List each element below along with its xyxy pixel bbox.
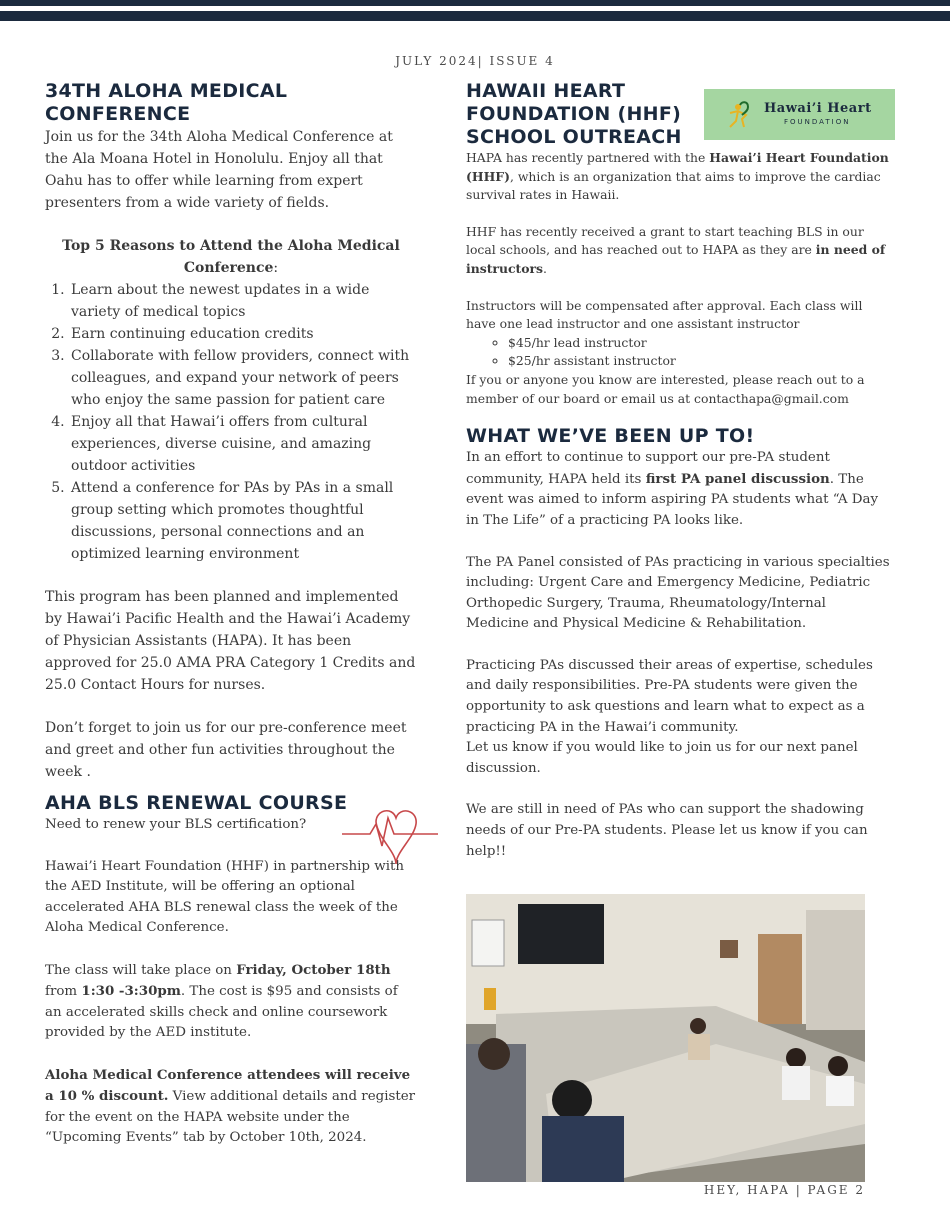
class-date: Friday, October 18th <box>236 961 391 978</box>
heart-figure-icon <box>722 99 754 131</box>
hhf-title: HAWAII HEART FOUNDATION (HHF) SCHOOL OUTREACH <box>466 80 682 148</box>
program-paragraph: This program has been planned and implemented by Hawai’i Pacific Health and the Hawai’i Academy of Physician Assistants (HAPA). It has been approved for 25.0 AMA PRA Category 1 Credits and 25.0 Contact Hours for nurses. <box>45 589 416 693</box>
hhf-logo <box>704 89 895 140</box>
top-band <box>0 11 950 21</box>
upto-join: Let us know if you would like to join us for our next panel discussion. <box>466 740 858 776</box>
list-item: ◦ $45/hr lead instructor <box>508 334 891 353</box>
hhf-contact: If you or anyone you know are interested, please reach out to a member of our board or email us at contacthapa@gmail.com <box>466 371 865 406</box>
reasons-heading: Top 5 Reasons to Attend the Aloha Medical Conference: <box>62 238 400 276</box>
list-item: 3. Collaborate with fellow providers, connect with colleagues, and expand your network of peers who enjoy the same passion for patient care <box>69 345 417 411</box>
heartbeat-icon <box>342 802 438 866</box>
reasons-list <box>45 279 417 565</box>
list-item: ◦ $25/hr assistant instructor <box>508 352 891 371</box>
hhf-partnership: HAPA has recently partnered with the Hawai’i Heart Foundation (HHF), which is an organization that aims to improve the cardiac survival rates in Hawaii. <box>466 150 889 203</box>
panel-photo <box>466 894 865 1182</box>
logo-subtitle: FOUNDATION <box>784 118 851 126</box>
page-footer: HEY, HAPA | PAGE 2 <box>703 1183 865 1197</box>
issue-line: JULY 2024| ISSUE 4 <box>395 54 555 68</box>
reasons-title: Top 5 Reasons to Attend the Aloha Medical Conference <box>62 238 400 276</box>
upto-specialties: The PA Panel consisted of PAs practicing in various specialties including: Urgent Care and Emergency Medicine, Pediatric Orthopedic Surgery, Trauma, Rheumatology/Internal Medicine and Physical Medicine & Rehabilitation. <box>466 554 890 632</box>
upto-shadowing: We are still in need of PAs who can support the shadowing needs of our Pre-PA students. Please let us know if you can help!! <box>466 802 868 859</box>
list-item: 4. Enjoy all that Hawai’i offers from cultural experiences, diverse cuisine, and amazing outdoor activities <box>69 411 417 477</box>
upto-panel: In an effort to continue to support our pre-PA student community, HAPA held its first PA panel discussion. The event was aimed to inform aspiring PA students what “A Day in The Life” of a practicing PA looks like. <box>466 450 879 528</box>
list-item: 1. Learn about the newest updates in a wide variety of medical topics <box>69 279 417 323</box>
top-rule <box>0 0 950 6</box>
hhf-grant: HHF has recently received a grant to start teaching BLS in our local schools, and has reached out to HAPA as they are in need of instructors. <box>466 223 886 276</box>
upto-title: WHAT WE’VE BEEN UP TO! <box>466 425 755 448</box>
list-item: 5. Attend a conference for PAs by PAs in a small group setting which promotes thoughtful discussions, personal connections and an optimized learning environment <box>69 477 417 565</box>
upto-discussion: Practicing PAs discussed their areas of expertise, schedules and daily responsibilities. Pre-PA students were given the opportunity to ask questions and learn what to expect as a practicing PA in the Hawai’i community. <box>466 657 873 735</box>
left-column <box>45 80 417 1149</box>
reminder-paragraph: Don’t forget to join us for our pre-conference meet and greet and other fun activities throughout the week . <box>45 720 407 780</box>
conference-title: 34TH ALOHA MEDICAL CONFERENCE <box>45 80 288 125</box>
bls-title: AHA BLS RENEWAL COURSE <box>45 792 348 814</box>
conference-intro: Join us for the 34th Aloha Medical Conference at the Ala Moana Hotel in Honolulu. Enjoy all that Oahu has to offer while learning from expert presenters from a wide variety of fields. <box>45 129 393 211</box>
bls-question: Need to renew your BLS certification? <box>45 817 307 832</box>
bls-partner: Hawai’i Heart Foundation (HHF) in partnership with the AED Institute, will be offering an optional accelerated AHA BLS renewal class the week of the Aloha Medical Conference. <box>45 858 404 935</box>
rates-list <box>466 334 891 371</box>
bls-class-details: The class will take place on Friday, October 18th from 1:30 -3:30pm. The cost is $95 and consists of an accelerated skills check and online coursework provided by the AED institute. <box>45 961 398 1040</box>
bls-discount: Aloha Medical Conference attendees will receive a 10 % discount. View additional details and register for the event on the HAPA website under the “Upcoming Events” tab by October 10th, 2024. <box>45 1066 416 1145</box>
list-item: 2. Earn continuing education credits <box>69 323 417 345</box>
hhf-compensation: Instructors will be compensated after approval. Each class will have one lead instructor and one assistant instructor <box>466 297 863 332</box>
panel-photo-illustration <box>466 894 865 1182</box>
right-column <box>466 80 891 862</box>
class-time: 1:30 -3:30pm <box>81 983 181 999</box>
discount-note: Aloha Medical Conference attendees will receive a 10 % discount. <box>45 1066 411 1104</box>
logo-name: Hawai’i Heart <box>764 101 872 116</box>
